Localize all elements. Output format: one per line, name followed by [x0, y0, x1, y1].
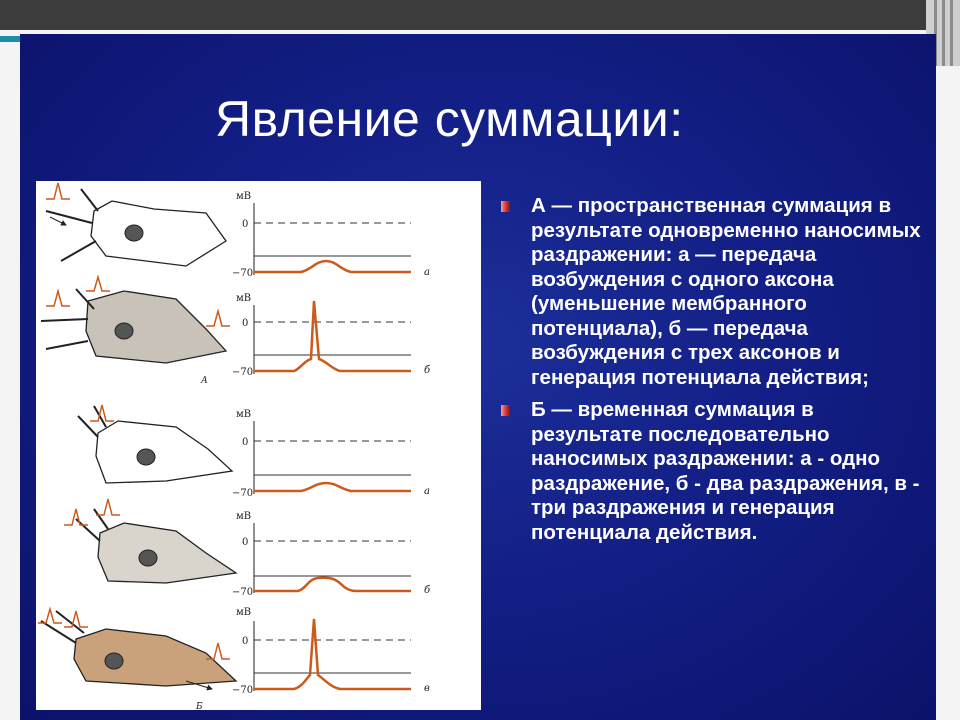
neuron-nucleus [125, 225, 143, 241]
stimulus-spike [46, 183, 70, 199]
neuron-row-3 [78, 405, 232, 483]
bullet-text: А — пространственная суммация в результате одновременно наносимых раздражении: а — передача возбуждения с одного аксона (уменьшение мембранного потенциала), б — передача возбуждения с трех аксонов и генерация потенциала действия; [531, 194, 921, 389]
trace-label: а [424, 267, 430, 278]
axon [41, 289, 94, 349]
bullet-list [497, 194, 927, 553]
neuron-cell [96, 421, 232, 483]
axon [46, 189, 98, 261]
rest-label: −70 [232, 268, 254, 279]
zero-label: 0 [242, 219, 249, 230]
neuron-cell [91, 201, 226, 266]
graph-row-4 [232, 511, 431, 598]
zero-label: 0 [242, 636, 249, 647]
unit-label: мВ [236, 511, 252, 522]
rest-label: −70 [232, 587, 254, 598]
neuron-nucleus [139, 550, 157, 566]
panel-label: А [201, 376, 208, 386]
graph-row-1 [232, 191, 430, 279]
list-item [497, 398, 927, 545]
panel-label: Б [196, 702, 203, 710]
slide-title: Явление суммации: [215, 91, 684, 147]
square-bullet-icon [501, 405, 510, 416]
graph-row-5 [232, 607, 430, 696]
zero-label: 0 [242, 318, 249, 329]
graph-row-2 [232, 293, 431, 378]
potential-trace [254, 261, 411, 272]
neuron-nucleus [105, 653, 123, 669]
square-bullet-icon [501, 201, 510, 212]
unit-label: мВ [236, 191, 252, 202]
graph-row-3 [232, 409, 430, 499]
trace-label: б [424, 585, 431, 596]
potential-trace [254, 483, 411, 491]
neuron-row-4 [64, 499, 236, 583]
potential-trace [254, 619, 411, 689]
slide-accent-bar [0, 36, 20, 42]
list-item [497, 194, 927, 390]
neuron-cell [74, 629, 236, 686]
potential-trace [254, 301, 411, 371]
bullet-text: Б — временная суммация в результате последовательно наносимых раздражении: а - одно раздражение, б - два раздражения, в - три раздражения и генерация потенциала действия. [531, 398, 920, 544]
neuron-cell [98, 523, 236, 583]
rest-label: −70 [232, 488, 254, 499]
neuron-nucleus [115, 323, 133, 339]
unit-label: мВ [236, 409, 252, 420]
neuron-row-2 [41, 277, 230, 386]
trace-label: в [424, 683, 430, 694]
neuron-nucleus [137, 449, 155, 465]
summation-figure [36, 181, 481, 710]
potential-trace [254, 578, 411, 591]
neuron-row-5 [38, 609, 236, 710]
neuron-row-1 [46, 183, 226, 266]
unit-label: мВ [236, 293, 252, 304]
stimulus-spike [64, 499, 120, 525]
zero-label: 0 [242, 537, 249, 548]
neuron-cell [86, 291, 226, 363]
trace-label: а [424, 486, 430, 497]
trace-label: б [424, 365, 431, 376]
rest-label: −70 [232, 685, 254, 696]
rest-label: −70 [232, 367, 254, 378]
zero-label: 0 [242, 437, 249, 448]
window-top-bar [0, 0, 960, 30]
unit-label: мВ [236, 607, 252, 618]
